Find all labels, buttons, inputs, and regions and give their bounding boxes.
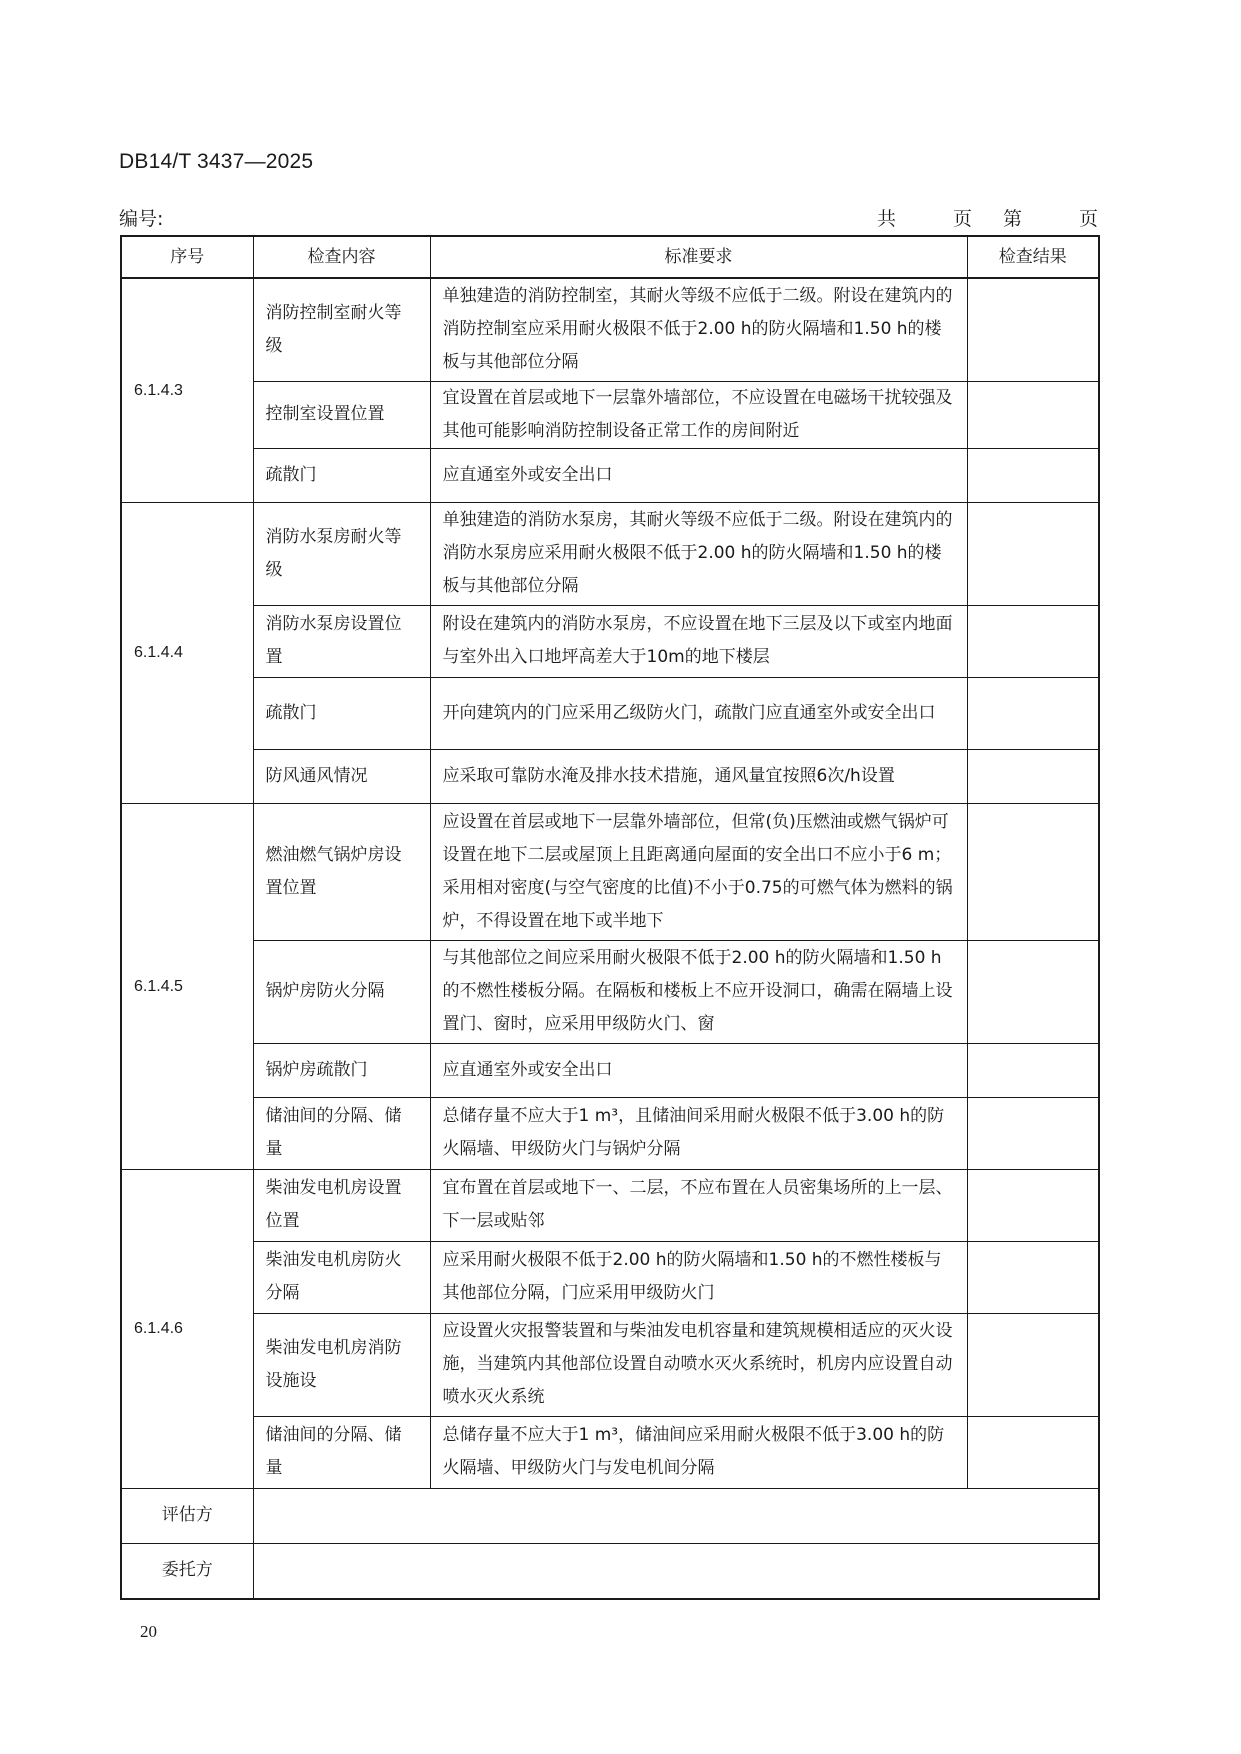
- check-item: 锅炉房防火分隔: [253, 940, 430, 1043]
- check-item: 柴油发电机房防火分隔: [253, 1241, 430, 1313]
- check-item: 消防水泵房耐火等级: [253, 502, 430, 605]
- table-row: [121, 803, 1099, 940]
- requirement-text: 应设置火灾报警装置和与柴油发电机容量和建筑规模相适应的灭火设施，当建筑内其他部位设置自动喷水灭火系统时，机房内应设置自动喷水灭火系统: [430, 1313, 967, 1416]
- requirement-text: 宜布置在首层或地下一、二层，不应布置在人员密集场所的上一层、下一层或贴邻: [430, 1169, 967, 1241]
- client-label: 委托方: [121, 1543, 253, 1599]
- requirement-text: 开向建筑内的门应采用乙级防火门，疏散门应直通室外或安全出口: [430, 677, 967, 749]
- result-cell[interactable]: [967, 677, 1099, 749]
- page-counter: [877, 204, 1098, 231]
- result-cell[interactable]: [967, 1313, 1099, 1416]
- check-item: 疏散门: [253, 677, 430, 749]
- serial-line: [119, 204, 1098, 232]
- requirement-text: 总储存量不应大于1 m³，且储油间采用耐火极限不低于3.00 h的防火隔墙、甲级防火门与锅炉分隔: [430, 1097, 967, 1169]
- column-header-item: 检查内容: [253, 236, 430, 278]
- requirement-text: 应采用耐火极限不低于2.00 h的防火隔墙和1.50 h的不燃性楼板与其他部位分隔，门应采用甲级防火门: [430, 1241, 967, 1313]
- column-header-result: 检查结果: [967, 236, 1099, 278]
- table-row: [121, 1416, 1099, 1488]
- result-cell[interactable]: [967, 940, 1099, 1043]
- document-code: DB14/T 3437—2025: [119, 150, 314, 173]
- check-item: 锅炉房疏散门: [253, 1043, 430, 1097]
- table-row: [121, 1097, 1099, 1169]
- result-cell[interactable]: [967, 1043, 1099, 1097]
- inspection-table: [120, 235, 1100, 1600]
- table-row: [121, 502, 1099, 605]
- assessor-row: [121, 1488, 1099, 1543]
- requirement-text: 应设置在首层或地下一层靠外墙部位，但常(负)压燃油或燃气锅炉可设置在地下二层或屋顶上且距离通向屋面的安全出口不应小于6 m；采用相对密度(与空气密度的比值)不小于0.75的可燃气体为燃料的锅炉，不得设置在地下或半地下: [430, 803, 967, 940]
- result-cell[interactable]: [967, 1097, 1099, 1169]
- requirement-text: 宜设置在首层或地下一层靠外墙部位，不应设置在电磁场干扰较强及其他可能影响消防控制设备正常工作的房间附近: [430, 381, 967, 448]
- table-row: [121, 448, 1099, 502]
- assessor-signature-field[interactable]: [253, 1488, 1099, 1543]
- requirement-text: 附设在建筑内的消防水泵房，不应设置在地下三层及以下或室内地面与室外出入口地坪高差大于10m的地下楼层: [430, 605, 967, 677]
- page-current-unit: 页: [1078, 208, 1098, 230]
- result-cell[interactable]: [967, 749, 1099, 803]
- result-cell[interactable]: [967, 502, 1099, 605]
- check-item: 消防控制室耐火等级: [253, 278, 430, 381]
- requirement-text: 总储存量不应大于1 m³，储油间应采用耐火极限不低于3.00 h的防火隔墙、甲级防火门与发电机间分隔: [430, 1416, 967, 1488]
- table-row: [121, 1043, 1099, 1097]
- table-row: [121, 605, 1099, 677]
- table-row: [121, 1313, 1099, 1416]
- check-item: 柴油发电机房消防设施设: [253, 1313, 430, 1416]
- table-row: [121, 1169, 1099, 1241]
- page-current-prefix: 第: [1002, 208, 1022, 230]
- requirement-text: 与其他部位之间应采用耐火极限不低于2.00 h的防火隔墙和1.50 h的不燃性楼板分隔。在隔板和楼板上不应开设洞口，确需在隔墙上设置门、窗时，应采用甲级防火门、窗: [430, 940, 967, 1043]
- page-number: 20: [140, 1622, 157, 1641]
- result-cell[interactable]: [967, 1241, 1099, 1313]
- requirement-text: 单独建造的消防控制室，其耐火等级不应低于二级。附设在建筑内的消防控制室应采用耐火极限不低于2.00 h的防火隔墙和1.50 h的楼板与其他部位分隔: [430, 278, 967, 381]
- column-header-requirement: 标准要求: [430, 236, 967, 278]
- column-header-no: 序号: [121, 236, 253, 278]
- check-item: 柴油发电机房设置位置: [253, 1169, 430, 1241]
- result-cell[interactable]: [967, 1416, 1099, 1488]
- result-cell[interactable]: [967, 605, 1099, 677]
- clause-number: 6.1.4.6: [121, 1169, 253, 1488]
- client-signature-field[interactable]: [253, 1543, 1099, 1599]
- serial-number-label: 编号:: [119, 208, 164, 230]
- client-row: [121, 1543, 1099, 1599]
- requirement-text: 应采取可靠防水淹及排水技术措施，通风量宜按照6次/h设置: [430, 749, 967, 803]
- result-cell[interactable]: [967, 448, 1099, 502]
- check-item: 防风通风情况: [253, 749, 430, 803]
- table-row: [121, 381, 1099, 448]
- requirement-text: 应直通室外或安全出口: [430, 448, 967, 502]
- table-row: [121, 677, 1099, 749]
- check-item: 储油间的分隔、储量: [253, 1416, 430, 1488]
- page-total-unit: 页: [952, 208, 972, 230]
- check-item: 储油间的分隔、储量: [253, 1097, 430, 1169]
- clause-number: 6.1.4.3: [121, 278, 253, 502]
- table-row: [121, 940, 1099, 1043]
- table-row: [121, 1241, 1099, 1313]
- check-item: 控制室设置位置: [253, 381, 430, 448]
- requirement-text: 单独建造的消防水泵房，其耐火等级不应低于二级。附设在建筑内的消防水泵房应采用耐火极限不低于2.00 h的防火隔墙和1.50 h的楼板与其他部位分隔: [430, 502, 967, 605]
- result-cell[interactable]: [967, 278, 1099, 381]
- table-header-row: [121, 236, 1099, 278]
- check-item: 消防水泵房设置位置: [253, 605, 430, 677]
- table-row: [121, 278, 1099, 381]
- requirement-text: 应直通室外或安全出口: [430, 1043, 967, 1097]
- check-item: 疏散门: [253, 448, 430, 502]
- page-total-prefix: 共: [876, 208, 896, 230]
- assessor-label: 评估方: [121, 1488, 253, 1543]
- result-cell[interactable]: [967, 381, 1099, 448]
- result-cell[interactable]: [967, 1169, 1099, 1241]
- result-cell[interactable]: [967, 803, 1099, 940]
- table-row: [121, 749, 1099, 803]
- clause-number: 6.1.4.5: [121, 803, 253, 1169]
- clause-number: 6.1.4.4: [121, 502, 253, 803]
- check-item: 燃油燃气锅炉房设置位置: [253, 803, 430, 940]
